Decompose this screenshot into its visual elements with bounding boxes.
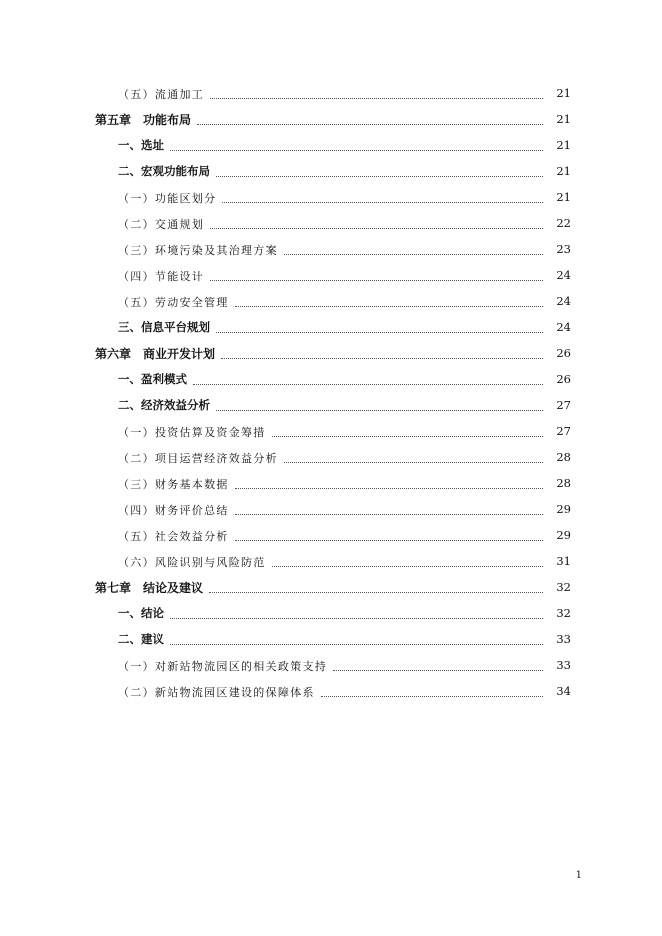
- toc-entry-label: 二、经济效益分析: [118, 398, 210, 413]
- toc-entry-label: （四）财务评价总结: [118, 503, 229, 517]
- toc-entry-label: （五）劳动安全管理: [118, 295, 229, 309]
- toc-entry[interactable]: [0, 185, 662, 211]
- toc-entry-label: （五）社会效益分析: [118, 529, 229, 543]
- toc-entry-label: （二）新站物流园区建设的保障体系: [118, 685, 315, 699]
- toc-entry[interactable]: [0, 445, 662, 471]
- toc-entry-label: 一、结论: [118, 606, 164, 621]
- toc-entry-label: （一）对新站物流园区的相关政策支持: [118, 659, 328, 673]
- toc-entry-page: 27: [556, 398, 571, 413]
- toc-entry-label: （六）风险识别与风险防范: [118, 555, 266, 569]
- toc-dot-leader: [235, 539, 543, 541]
- toc-entry[interactable]: [0, 237, 662, 263]
- toc-entry-page: 21: [556, 190, 571, 205]
- toc-entry-page: 21: [556, 112, 571, 127]
- toc-entry-label: （三）财务基本数据: [118, 477, 229, 491]
- toc-entry[interactable]: [0, 367, 662, 393]
- toc-dot-leader: [210, 279, 543, 281]
- toc-dot-leader: [333, 669, 543, 671]
- toc-entry[interactable]: [0, 419, 662, 445]
- toc-entry-label: （一）功能区划分: [118, 191, 217, 205]
- toc-entry[interactable]: [0, 393, 662, 419]
- toc-entry-page: 23: [556, 242, 571, 257]
- toc-entry[interactable]: [0, 81, 662, 107]
- toc-entry-label: 第六章 商业开发计划: [95, 347, 216, 361]
- toc-entry-label: （四）节能设计: [118, 269, 205, 283]
- toc-dot-leader: [170, 149, 543, 151]
- toc-entry[interactable]: [0, 627, 662, 653]
- toc-entry-page: 22: [556, 216, 571, 231]
- toc-entry[interactable]: [0, 471, 662, 497]
- toc-entry-label: 第五章 功能布局: [95, 113, 192, 127]
- toc-entry[interactable]: [0, 341, 662, 367]
- toc-dot-leader: [235, 305, 543, 307]
- toc-entry-page: 33: [556, 632, 571, 647]
- toc-entry-page: 32: [556, 580, 571, 595]
- toc-entry-label: 二、宏观功能布局: [118, 164, 210, 179]
- toc-entry-label: 二、建议: [118, 632, 164, 647]
- toc-entry-page: 28: [556, 450, 571, 465]
- toc-dot-leader: [209, 591, 543, 593]
- toc-entry[interactable]: [0, 679, 662, 705]
- toc-dot-leader: [216, 409, 543, 411]
- toc-entry[interactable]: [0, 211, 662, 237]
- toc-dot-leader: [222, 201, 543, 203]
- toc-entry[interactable]: [0, 653, 662, 679]
- toc-entry-label: 一、选址: [118, 138, 164, 153]
- toc-entry[interactable]: [0, 263, 662, 289]
- toc-entry-label: 第七章 结论及建议: [95, 581, 204, 595]
- toc-entry[interactable]: [0, 549, 662, 575]
- toc-entry-page: 21: [556, 164, 571, 179]
- toc-dot-leader: [193, 383, 543, 385]
- toc-dot-leader: [170, 643, 543, 645]
- toc-entry-label: （五）流通加工: [118, 87, 205, 101]
- toc-entry-page: 24: [556, 268, 571, 283]
- toc-dot-leader: [221, 357, 543, 359]
- toc-entry-page: 32: [556, 606, 571, 621]
- toc-dot-leader: [216, 175, 543, 177]
- toc-entry[interactable]: [0, 107, 662, 133]
- toc-entry-page: 21: [556, 86, 571, 101]
- toc-entry-page: 24: [556, 320, 571, 335]
- toc-dot-leader: [272, 435, 543, 437]
- toc-dot-leader: [197, 123, 543, 125]
- toc-entry-label: （二）交通规划: [118, 217, 205, 231]
- toc-entry-page: 27: [556, 424, 571, 439]
- toc-entry-label: （三）环境污染及其治理方案: [118, 243, 278, 257]
- toc-entry[interactable]: [0, 315, 662, 341]
- toc-dot-leader: [284, 461, 543, 463]
- toc-entry-page: 29: [556, 502, 571, 517]
- page-number: 1: [575, 870, 582, 881]
- toc-entry-page: 24: [556, 294, 571, 309]
- toc-dot-leader: [235, 487, 543, 489]
- toc-dot-leader: [170, 617, 543, 619]
- toc-dot-leader: [284, 253, 543, 255]
- toc-dot-leader: [210, 227, 543, 229]
- toc-entry[interactable]: [0, 523, 662, 549]
- toc-entry-page: 29: [556, 528, 571, 543]
- toc-entry-page: 21: [556, 138, 571, 153]
- toc-entry-label: 一、盈利模式: [118, 372, 187, 387]
- toc-entry-label: （一）投资估算及资金筹措: [118, 425, 266, 439]
- toc-entry-page: 28: [556, 476, 571, 491]
- toc-dot-leader: [210, 97, 543, 99]
- toc-dot-leader: [235, 513, 543, 515]
- toc-entry[interactable]: [0, 575, 662, 601]
- toc-entry[interactable]: [0, 159, 662, 185]
- toc-entry[interactable]: [0, 289, 662, 315]
- toc-entry[interactable]: [0, 133, 662, 159]
- toc-dot-leader: [272, 565, 543, 567]
- table-of-contents: [0, 81, 662, 705]
- toc-entry-label: 三、信息平台规划: [118, 320, 210, 335]
- toc-entry-page: 26: [556, 346, 571, 361]
- toc-dot-leader: [321, 695, 543, 697]
- toc-entry-label: （二）项目运营经济效益分析: [118, 451, 278, 465]
- toc-dot-leader: [216, 331, 543, 333]
- toc-entry-page: 26: [556, 372, 571, 387]
- toc-entry-page: 31: [556, 554, 571, 569]
- toc-entry-page: 34: [556, 684, 571, 699]
- toc-entry[interactable]: [0, 497, 662, 523]
- toc-entry[interactable]: [0, 601, 662, 627]
- toc-entry-page: 33: [556, 658, 571, 673]
